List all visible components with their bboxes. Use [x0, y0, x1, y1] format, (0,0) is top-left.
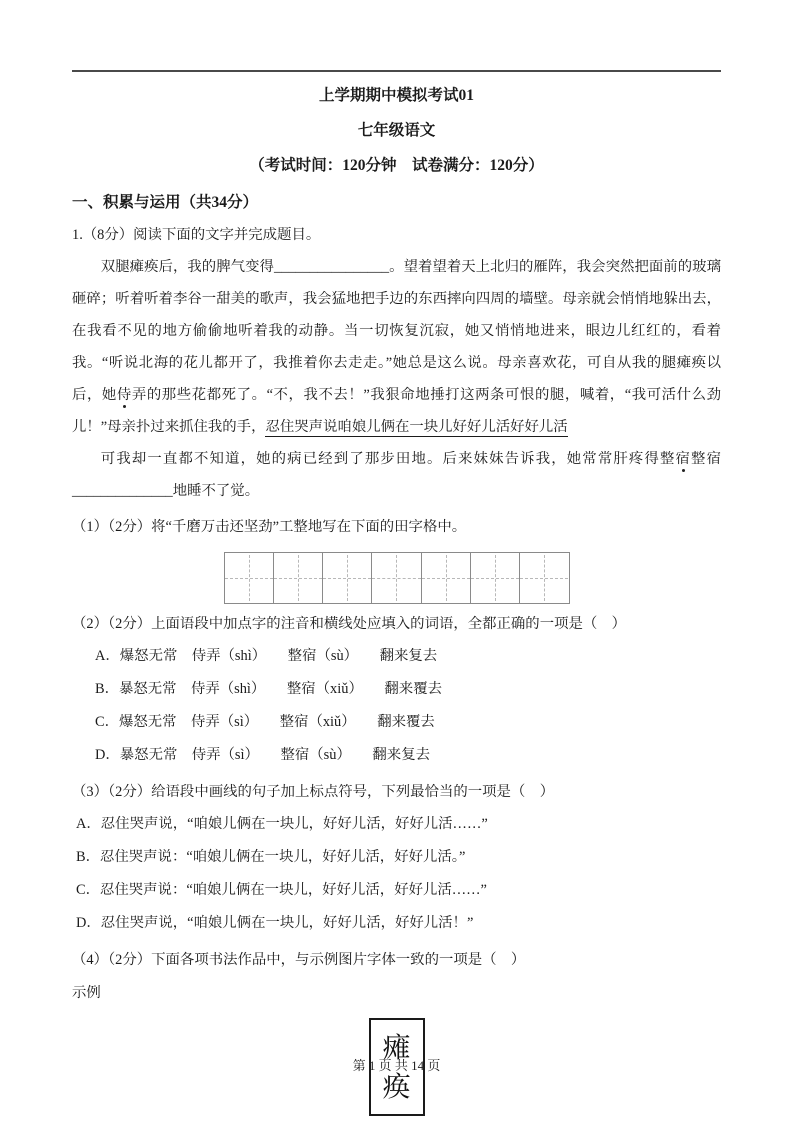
- answer-blank-2: ______________: [72, 483, 173, 499]
- option-b: B．暴怒无常 侍弄（shì） 整宿（xiǔ） 翻来覆去: [95, 681, 442, 697]
- exam-title: 上学期期中模拟考试01: [318, 87, 474, 104]
- tianzige-cell: [274, 553, 323, 603]
- section-one-heading: 一、积累与运用（共34分）: [72, 194, 259, 211]
- example-char-huan: 痪: [382, 1072, 411, 1103]
- passage-paragraph-2: [72, 443, 721, 507]
- emphasis-dot-char-su: 宿: [675, 451, 692, 467]
- tianzige-cell: [471, 553, 520, 603]
- option-c: C．忍住哭声说：“咱娘儿俩在一块儿，好好儿活，好好儿活……”: [76, 882, 487, 898]
- emphasis-dot-char-shi: 侍: [116, 387, 132, 403]
- option-a: A．爆怒无常 侍弄（shì） 整宿（sù） 翻来复去: [95, 648, 438, 664]
- page-footer: 第 1 页 共 14 页: [352, 1058, 441, 1073]
- option-d: D．忍住哭声说，“咱娘儿俩在一块儿，好好儿活，好好儿活！”: [76, 915, 474, 931]
- header-rule: [72, 70, 721, 72]
- option-b: B．忍住哭声说：“咱娘儿俩在一块儿，好好儿活，好好儿活。”: [76, 849, 466, 865]
- question-1-4-stem: （4）（2分）下面各项书法作品中，与示例图片字体一致的一项是（ ）: [72, 952, 526, 968]
- question-1-2-stem: （2）（2分）上面语段中加点字的注音和横线处应填入的词语，全都正确的一项是（ ）: [72, 616, 627, 632]
- passage-text: 。望着望着天上北归的雁阵，我会突然把面前的玻璃砸碎；听着听着李谷一甜美的歌声，我会猛地把手边的东西摔向四周的墙壁。母亲就会悄悄地躲出去，在我看不见的地方偷偷地听着我的动静。当一切恢复沉寂，她又悄悄地进来，眼边儿红红的，看着我。“听说北海的花儿都开了，我推着你去走走。”她总是这么说。母亲喜欢花，可自从我的腿瘫痪以后，她: [72, 259, 721, 403]
- option-a: A．忍住哭声说，“咱娘儿俩在一块儿，好好儿活，好好儿活……”: [76, 816, 488, 832]
- question-1-1-stem: （1）（2分）将“千磨万击还坚劲”工整地写在下面的田字格中。: [72, 519, 467, 535]
- tianzige-cell: [520, 553, 568, 603]
- example-label: 示例: [72, 985, 101, 1001]
- tianzige-cell: [372, 553, 421, 603]
- exam-meta: （考试时间：120分钟 试卷满分：120分）: [249, 157, 544, 174]
- passage-text: 弄的那些花都死了。“不，我不去！”我狠命地捶打这两条可恨的腿，喊着，“我可活什么劲儿！”母亲扑过来抓住我的手，: [72, 387, 721, 435]
- passage-text: 可我却一直都不知道，她的病已经到了那步田地。后来妹妹告诉我，她常常肝疼得整: [100, 451, 676, 467]
- question-1-stem: 1.（8分）阅读下面的文字并完成题目。: [72, 227, 321, 243]
- tianzige-cell: [323, 553, 372, 603]
- question-1-3-options: [76, 808, 721, 940]
- answer-blank-1: ________________: [273, 259, 390, 275]
- passage-paragraph-1: [72, 251, 721, 443]
- tianzige-cell: [422, 553, 471, 603]
- question-1-2-options: [95, 640, 721, 772]
- tianzige-grid: [224, 552, 570, 604]
- option-c: C．爆怒无常 侍弄（sì） 整宿（xiǔ） 翻来覆去: [95, 714, 435, 730]
- passage-text: 地睡不了觉。: [172, 483, 260, 499]
- underlined-sentence: 忍住哭声说咱娘儿俩在一块儿好好儿活好好儿活: [265, 419, 568, 435]
- question-1-3-stem: （3）（2分）给语段中画线的句子加上标点符号，下列最恰当的一项是（ ）: [72, 784, 555, 800]
- exam-subject: 七年级语文: [357, 122, 436, 139]
- option-d: D．暴怒无常 侍弄（sì） 整宿（sù） 翻来复去: [95, 747, 430, 763]
- tianzige-cell: [225, 553, 274, 603]
- example-char-tan: 瘫: [382, 1033, 411, 1064]
- passage-text: 双腿瘫痪后，我的脾气变得: [100, 259, 274, 275]
- passage-text: 整宿: [691, 451, 721, 467]
